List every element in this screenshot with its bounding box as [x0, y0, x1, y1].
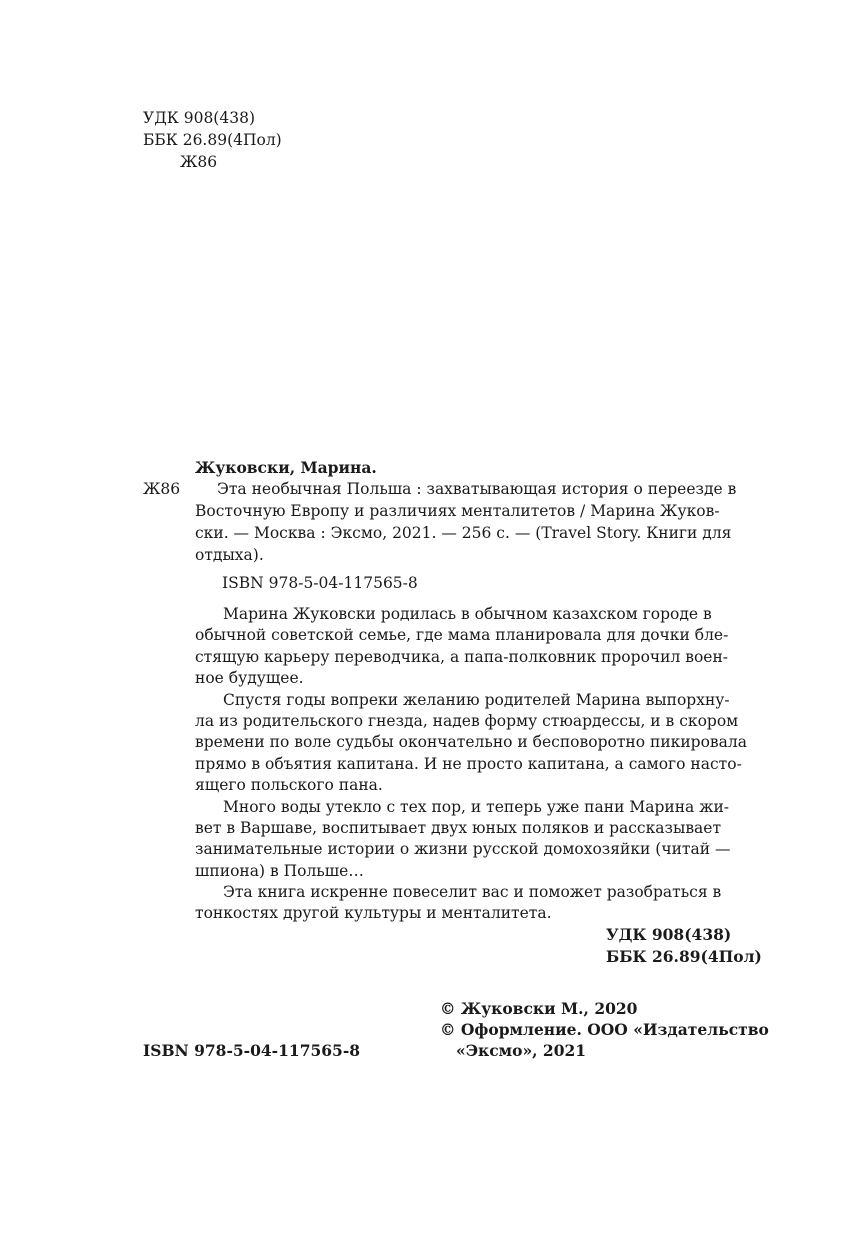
abstract-paragraph	[195, 882, 757, 925]
copyright-author: © Жуковски М., 2020	[440, 999, 638, 1018]
biblio-line: ски. — Москва : Эксмо, 2021. — 256 с. — (Travel Story. Книги для	[195, 524, 732, 542]
copyright-design-cont: «Эксмо», 2021	[456, 1041, 587, 1060]
paragraph-line: ла из родительского гнезда, надев форму стюардессы, и в скором	[195, 711, 739, 730]
biblio-line: отдыха).	[195, 546, 264, 564]
paragraph-line: ящего польского пана.	[195, 776, 383, 795]
paragraph-line: прямо в объятия капитана. И не просто капитана, а самого насто-	[195, 754, 742, 773]
paragraph-line: времени по воле судьбы окончательно и бесповоротно пикировала	[195, 733, 747, 752]
isbn-card: ISBN 978-5-04-117565-8	[222, 574, 418, 592]
author-mark-top: Ж86	[180, 153, 218, 171]
paragraph-line: Марина Жуковски родилась в обычном казахском городе в	[223, 605, 712, 623]
paragraph-line: вет в Варшаве, воспитывает двух юных поляков и рассказывает	[195, 818, 722, 837]
paragraph-line: ное будущее.	[195, 669, 304, 688]
udk-code: УДК 908(438)	[143, 109, 255, 127]
paragraph-line: шпиона) в Польше…	[195, 861, 364, 880]
copyright-design: © Оформление. ООО «Издательство	[440, 1020, 769, 1039]
isbn-footer: ISBN 978-5-04-117565-8	[143, 1041, 361, 1060]
udk-code-footer: УДК 908(438)	[606, 925, 732, 944]
abstract-paragraph	[195, 690, 757, 797]
paragraph-line: Эта книга искренне повеселит вас и поможет разобраться в	[223, 883, 722, 902]
paragraph-line: занимательные истории о жизни русской домохозяйки (читай —	[195, 840, 731, 859]
abstract	[195, 604, 757, 925]
abstract-paragraph	[195, 604, 757, 690]
paragraph-line: обычной советской семье, где мама планировала для дочки бле-	[195, 626, 729, 645]
bibliographic-description	[195, 479, 757, 567]
author-mark-card: Ж86	[143, 480, 181, 498]
abstract-paragraph	[195, 797, 757, 883]
paragraph-line: Много воды утекло с тех пор, и теперь уже пани Марина жи-	[223, 797, 730, 816]
paragraph-line: стящую карьеру переводчика, а папа-полковник пророчил воен-	[195, 647, 729, 666]
biblio-line: Восточную Европу и различиях менталитетов / Марина Жуков-	[195, 502, 720, 520]
paragraph-line: тонкостях другой культуры и менталитета.	[195, 904, 552, 923]
author-heading: Жуковски, Марина.	[195, 458, 377, 477]
paragraph-line: Спустя годы вопреки желанию родителей Марина выпорхну-	[223, 690, 730, 709]
bbk-code-footer: ББК 26.89(4Пол)	[606, 947, 762, 966]
bbk-code: ББК 26.89(4Пол)	[143, 131, 282, 149]
biblio-line: Эта необычная Польша : захватывающая история о переезде в	[217, 480, 737, 498]
